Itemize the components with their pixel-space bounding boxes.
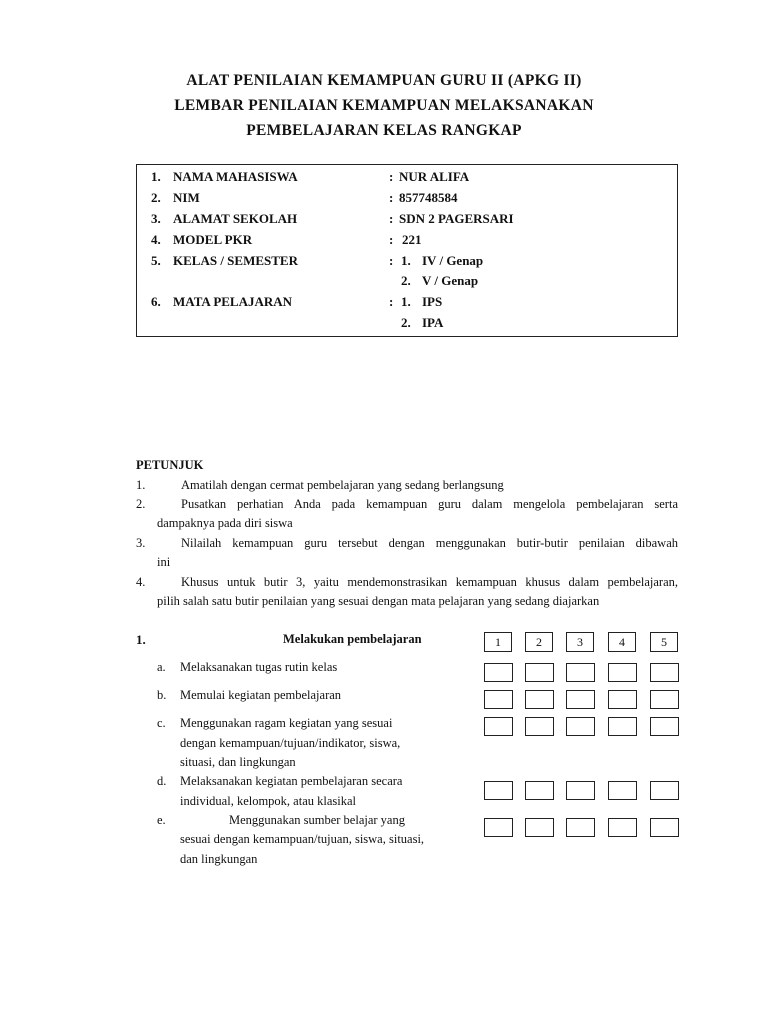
scale-header-2: 2 xyxy=(525,632,553,652)
document-title-line-3: PEMBELAJARAN KELAS RANGKAP xyxy=(246,122,522,139)
scale-header-3: 3 xyxy=(566,632,594,652)
item-text: dan lingkungan xyxy=(180,852,258,866)
score-checkbox-a-2[interactable] xyxy=(525,663,554,682)
score-checkbox-a-4[interactable] xyxy=(608,663,637,682)
instruction-text-continued: dampaknya pada diri siswa xyxy=(157,516,293,530)
score-checkbox-c-2[interactable] xyxy=(525,717,554,736)
item-letter: a. xyxy=(157,660,166,674)
item-letter: e. xyxy=(157,813,166,827)
instruction-text-continued: pilih salah satu butir penilaian yang sesuai dengan mata pelajaran yang sedang diajarkan xyxy=(157,594,600,608)
info-row-label: NIM xyxy=(173,190,200,205)
scale-header-1: 1 xyxy=(484,632,512,652)
instruction-text: Amatilah dengan cermat pembelajaran yang sedang berlangsung xyxy=(181,478,504,492)
info-row-number: 2. xyxy=(151,190,161,205)
score-checkbox-d-3[interactable] xyxy=(566,781,595,800)
score-checkbox-d-1[interactable] xyxy=(484,781,513,800)
score-checkbox-c-5[interactable] xyxy=(650,717,679,736)
sub-item-number: 1. xyxy=(401,253,411,268)
subject-value: IPA xyxy=(422,315,444,330)
score-checkbox-b-1[interactable] xyxy=(484,690,513,709)
item-text: sesuai dengan kemampuan/tujuan, siswa, situasi, xyxy=(180,832,425,846)
instruction-text: Khusus untuk butir 3, yaitu mendemonstrasikan kemampuan khusus dalam pembelajaran, xyxy=(181,575,678,589)
score-checkbox-b-2[interactable] xyxy=(525,690,554,709)
info-row-number: 6. xyxy=(151,294,161,309)
info-row-label: NAMA MAHASISWA xyxy=(173,169,298,184)
info-row-label: ALAMAT SEKOLAH xyxy=(173,211,298,226)
item-text: Melaksanakan kegiatan pembelajaran secara xyxy=(180,774,403,788)
item-text: Menggunakan sumber belajar yang xyxy=(229,813,405,827)
item-text: Memulai kegiatan pembelajaran xyxy=(180,688,342,702)
score-checkbox-b-4[interactable] xyxy=(608,690,637,709)
score-checkbox-c-4[interactable] xyxy=(608,717,637,736)
info-colon: : xyxy=(389,190,394,205)
instruction-number: 3. xyxy=(136,536,146,550)
info-row-value: 857748584 xyxy=(399,190,458,205)
item-text: individual, kelompok, atau klasikal xyxy=(180,794,357,808)
instruction-number: 2. xyxy=(136,497,146,511)
item-text: dengan kemampuan/tujuan/indikator, siswa, xyxy=(180,736,401,750)
subject-value: IPS xyxy=(422,294,443,309)
score-checkbox-e-4[interactable] xyxy=(608,818,637,837)
class-value: V / Genap xyxy=(422,273,479,288)
score-checkbox-d-4[interactable] xyxy=(608,781,637,800)
score-checkbox-e-3[interactable] xyxy=(566,818,595,837)
info-row-label: MATA PELAJARAN xyxy=(173,294,293,309)
instruction-text: Pusatkan perhatian Anda pada kemampuan guru dalam mengelola pembelajaran serta xyxy=(181,497,678,511)
score-checkbox-d-2[interactable] xyxy=(525,781,554,800)
instruction-text: Nilailah kemampuan guru tersebut dengan menggunakan butir-butir penilaian dibawah xyxy=(181,536,678,550)
score-checkbox-a-3[interactable] xyxy=(566,663,595,682)
score-checkbox-d-5[interactable] xyxy=(650,781,679,800)
item-text: Menggunakan ragam kegiatan yang sesuai xyxy=(180,716,393,730)
info-row-number: 1. xyxy=(151,169,161,184)
info-colon: : xyxy=(389,232,394,247)
item-letter: d. xyxy=(157,774,167,788)
score-checkbox-e-5[interactable] xyxy=(650,818,679,837)
score-checkbox-e-2[interactable] xyxy=(525,818,554,837)
scale-header-5: 5 xyxy=(650,632,678,652)
instruction-number: 4. xyxy=(136,575,146,589)
item-letter: c. xyxy=(157,716,166,730)
item-letter: b. xyxy=(157,688,167,702)
info-colon: : xyxy=(389,294,394,309)
info-row-label: KELAS / SEMESTER xyxy=(173,253,298,268)
info-row-value: SDN 2 PAGERSARI xyxy=(399,211,514,226)
scale-header-4: 4 xyxy=(608,632,636,652)
score-checkbox-a-5[interactable] xyxy=(650,663,679,682)
info-colon: : xyxy=(389,211,394,226)
score-checkbox-e-1[interactable] xyxy=(484,818,513,837)
instruction-number: 1. xyxy=(136,478,146,492)
score-checkbox-a-1[interactable] xyxy=(484,663,513,682)
section-number: 1. xyxy=(136,632,146,647)
instruction-text-continued: ini xyxy=(157,555,171,569)
student-info-box xyxy=(136,164,678,337)
score-checkbox-b-5[interactable] xyxy=(650,690,679,709)
instructions-heading: PETUNJUK xyxy=(136,458,204,472)
sub-item-number: 2. xyxy=(401,315,411,330)
info-row-value: 221 xyxy=(402,232,422,247)
section-title: Melakukan pembelajaran xyxy=(283,632,422,646)
score-checkbox-c-1[interactable] xyxy=(484,717,513,736)
sub-item-number: 2. xyxy=(401,273,411,288)
info-colon: : xyxy=(389,169,394,184)
score-checkbox-b-3[interactable] xyxy=(566,690,595,709)
info-row-number: 4. xyxy=(151,232,161,247)
info-row-label: MODEL PKR xyxy=(173,232,253,247)
info-row-value: NUR ALIFA xyxy=(399,169,470,184)
item-text: situasi, dan lingkungan xyxy=(180,755,296,769)
info-colon: : xyxy=(389,253,394,268)
score-checkbox-c-3[interactable] xyxy=(566,717,595,736)
class-value: IV / Genap xyxy=(422,253,484,268)
item-text: Melaksanakan tugas rutin kelas xyxy=(180,660,338,674)
info-row-number: 5. xyxy=(151,253,161,268)
sub-item-number: 1. xyxy=(401,294,411,309)
info-row-number: 3. xyxy=(151,211,161,226)
document-title-line-2: LEMBAR PENILAIAN KEMAMPUAN MELAKSANAKAN xyxy=(174,97,594,114)
document-title-line-1: ALAT PENILAIAN KEMAMPUAN GURU II (APKG II) xyxy=(186,72,582,89)
